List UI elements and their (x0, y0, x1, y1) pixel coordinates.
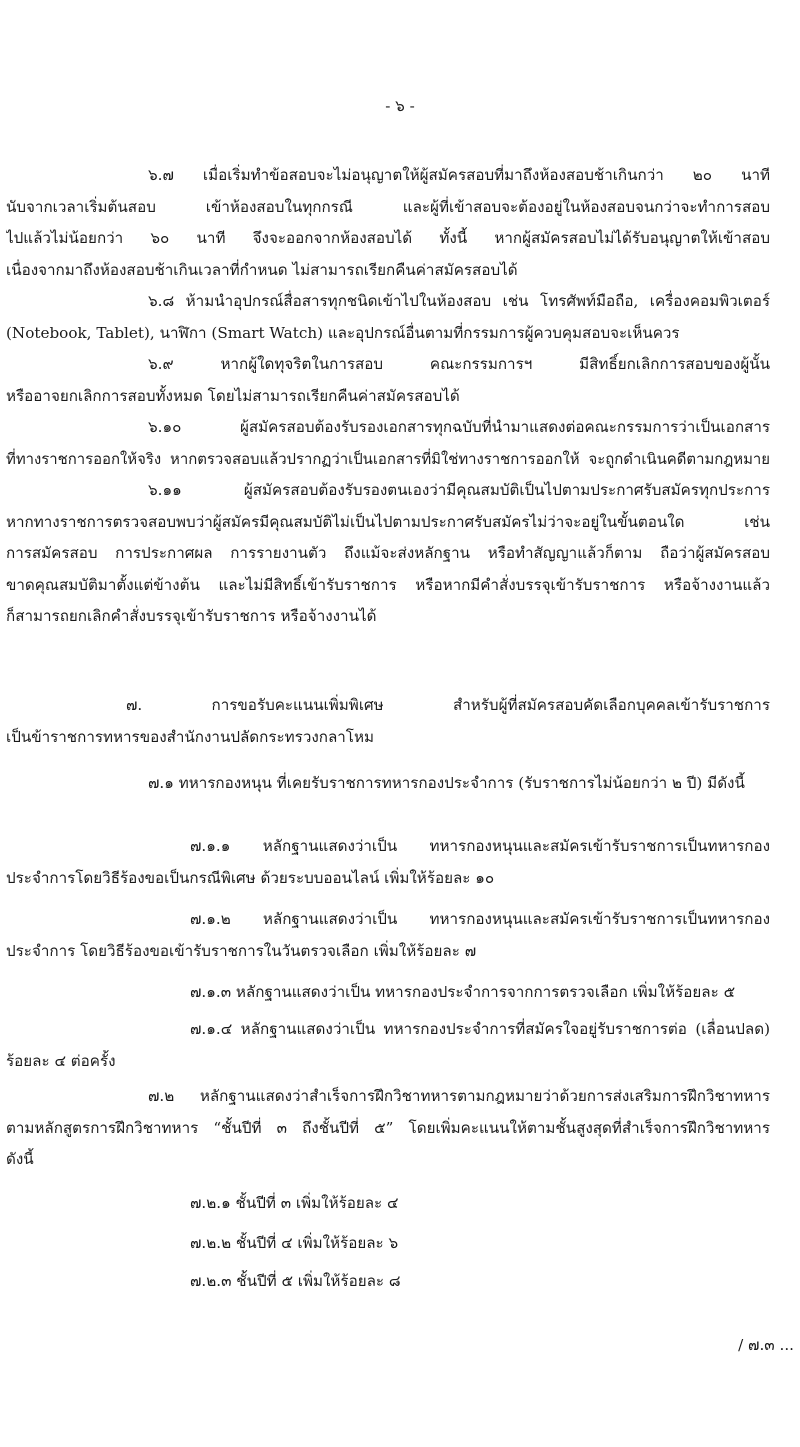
text-line: ดังนี้ (6, 1150, 34, 1168)
text-line: ก็สามารถยกเลิกคำสั่งบรรจุเข้ารับราชการ หรือจ้างงานได้ (6, 607, 377, 625)
text-line: ๖.๘ ห้ามนำอุปกรณ์สื่อสารทุกชนิดเข้าไปในห้องสอบ เช่น โทรศัพท์มือถือ, เครื่องคอมพิวเตอร์ (148, 292, 770, 310)
text-line: ไปแล้วไม่น้อยกว่า ๖๐ นาที จึงจะออกจากห้องสอบได้ ทั้งนี้ หากผู้สมัครสอบไม่ได้รับอนุญาตให้เข้าสอบ (6, 229, 770, 247)
text-line: (Notebook, Tablet), นาฬิกา (Smart Watch) และอุปกรณ์อื่นตามที่กรรมการผู้ควบคุมสอบจะเห็นควร (6, 323, 680, 342)
text-line: ตามหลักสูตรการฝึกวิชาทหาร “ชั้นปีที่ ๓ ถึงชั้นปีที่ ๕” โดยเพิ่มคะแนนให้ตามชั้นสูงสุดที่สำเร็จการฝึกวิชาทหาร (6, 1118, 770, 1137)
text-line: ๗.๒.๓ ชั้นปีที่ ๕ เพิ่มให้ร้อยละ ๘ (190, 1272, 401, 1290)
paragraph-6-8 (0, 286, 800, 349)
paragraph-6-11 (0, 475, 800, 633)
text-line: ๖.๑๑ ผู้สมัครสอบต้องรับรองตนเองว่ามีคุณสมบัติเป็นไปตามประกาศรับสมัครทุกประการ (148, 481, 770, 499)
page-number: - ๖ - (385, 97, 415, 115)
text-line: ๗.๒.๒ ชั้นปีที่ ๔ เพิ่มให้ร้อยละ ๖ (190, 1234, 399, 1252)
paragraph-6-7 (0, 160, 800, 286)
text-line: หากทางราชการตรวจสอบพบว่าผู้สมัครมีคุณสมบัติไม่เป็นไปตามประกาศรับสมัครไม่ว่าจะอยู่ในขั้นตอนใด เช่น (6, 512, 770, 531)
text-line: เนื่องจากมาถึงห้องสอบช้าเกินเวลาที่กำหนด ไม่สามารถเรียกคืนค่าสมัครสอบได้ (6, 260, 518, 279)
text-line: ๗.๑.๓ หลักฐานแสดงว่าเป็น ทหารกองประจำการจากการตรวจเลือก เพิ่มให้ร้อยละ ๕ (190, 983, 736, 1001)
section-7-heading (0, 690, 800, 753)
text-line: ประจำการ โดยวิธีร้องขอเข้ารับราชการในวันตรวจเลือก เพิ่มให้ร้อยละ ๗ (6, 941, 477, 960)
paragraph-7-1-1 (0, 831, 800, 894)
text-line: ๗.๑.๔ หลักฐานแสดงว่าเป็น ทหารกองประจำการที่สมัครใจอยู่รับราชการต่อ (เลื่อนปลด) (190, 1020, 770, 1038)
paragraph-7-1-2 (0, 904, 800, 967)
paragraph-6-10 (0, 412, 800, 475)
text-line: ร้อยละ ๔ ต่อครั้ง (6, 1051, 116, 1070)
text-line: ประจำการโดยวิธีร้องขอเป็นกรณีพิเศษ ด้วยระบบออนไลน์ เพิ่มให้ร้อยละ ๑๐ (6, 868, 495, 887)
text-line: ๗. การขอรับคะแนนเพิ่มพิเศษ สำหรับผู้ที่สมัครสอบคัดเลือกบุคคลเข้ารับราชการ (126, 696, 770, 714)
text-line: ๗.๑ ทหารกองหนุน ที่เคยรับราชการทหารกองประจำการ (รับราชการไม่น้อยกว่า ๒ ปี) มีดังนี้ (148, 774, 745, 792)
paragraph-7-1-3 (0, 977, 800, 1009)
text-line: หรืออาจยกเลิกการสอบทั้งหมด โดยไม่สามารถเรียกคืนค่าสมัครสอบได้ (6, 386, 460, 405)
paragraph-7-1 (0, 768, 800, 800)
paragraph-7-1-4 (0, 1014, 800, 1077)
continuation-marker: / ๗.๓ ... (738, 1336, 794, 1354)
text-line: ขาดคุณสมบัติมาตั้งแต่ข้างต้น และไม่มีสิทธิ์เข้ารับราชการ หรือหากมีคำสั่งบรรจุเข้ารับราชการ หรือจ้างงานแล้ว (6, 575, 770, 594)
text-line: เป็นข้าราชการทหารของสำนักงานปลัดกระทรวงกลาโหม (6, 727, 374, 746)
paragraph-7-2-1 (0, 1188, 800, 1220)
paragraph-7-2-2 (0, 1228, 800, 1260)
paragraph-7-2-3 (0, 1266, 800, 1298)
text-line: การสมัครสอบ การประกาศผล การรายงานตัว ถึงแม้จะส่งหลักฐาน หรือทำสัญญาแล้วก็ตาม ถือว่าผู้สมัครสอบ (6, 544, 770, 562)
text-line: ๖.๙ หากผู้ใดทุจริตในการสอบ คณะกรรมการฯ มีสิทธิ์ยกเลิกการสอบของผู้นั้น (148, 355, 770, 373)
text-line: ๖.๗ เมื่อเริ่มทำข้อสอบจะไม่อนุญาตให้ผู้สมัครสอบที่มาถึงห้องสอบช้าเกินกว่า ๒๐ นาที (148, 166, 770, 184)
text-line: ๗.๑.๒ หลักฐานแสดงว่าเป็น ทหารกองหนุนและสมัครเข้ารับราชการเป็นทหารกอง (190, 910, 770, 928)
paragraph-7-2 (0, 1081, 800, 1176)
paragraph-6-9 (0, 349, 800, 412)
text-line: ที่ทางราชการออกให้จริง หากตรวจสอบแล้วปรากฏว่าเป็นเอกสารที่มิใช่ทางราชการออกให้ จะถูกดำเนินคดีตามกฎหมาย (6, 449, 770, 468)
text-line: ๗.๒ หลักฐานแสดงว่าสำเร็จการฝึกวิชาทหารตามกฎหมายว่าด้วยการส่งเสริมการฝึกวิชาทหาร (148, 1087, 770, 1105)
text-line: นับจากเวลาเริ่มต้นสอบ เข้าห้องสอบในทุกกรณี และผู้ที่เข้าสอบจะต้องอยู่ในห้องสอบจนกว่าจะทำการสอบ (6, 197, 770, 216)
text-line: ๗.๒.๑ ชั้นปีที่ ๓ เพิ่มให้ร้อยละ ๔ (190, 1194, 399, 1212)
text-line: ๖.๑๐ ผู้สมัครสอบต้องรับรองเอกสารทุกฉบับที่นำมาแสดงต่อคณะกรรมการว่าเป็นเอกสาร (148, 418, 770, 436)
text-line: ๗.๑.๑ หลักฐานแสดงว่าเป็น ทหารกองหนุนและสมัครเข้ารับราชการเป็นทหารกอง (190, 837, 770, 855)
